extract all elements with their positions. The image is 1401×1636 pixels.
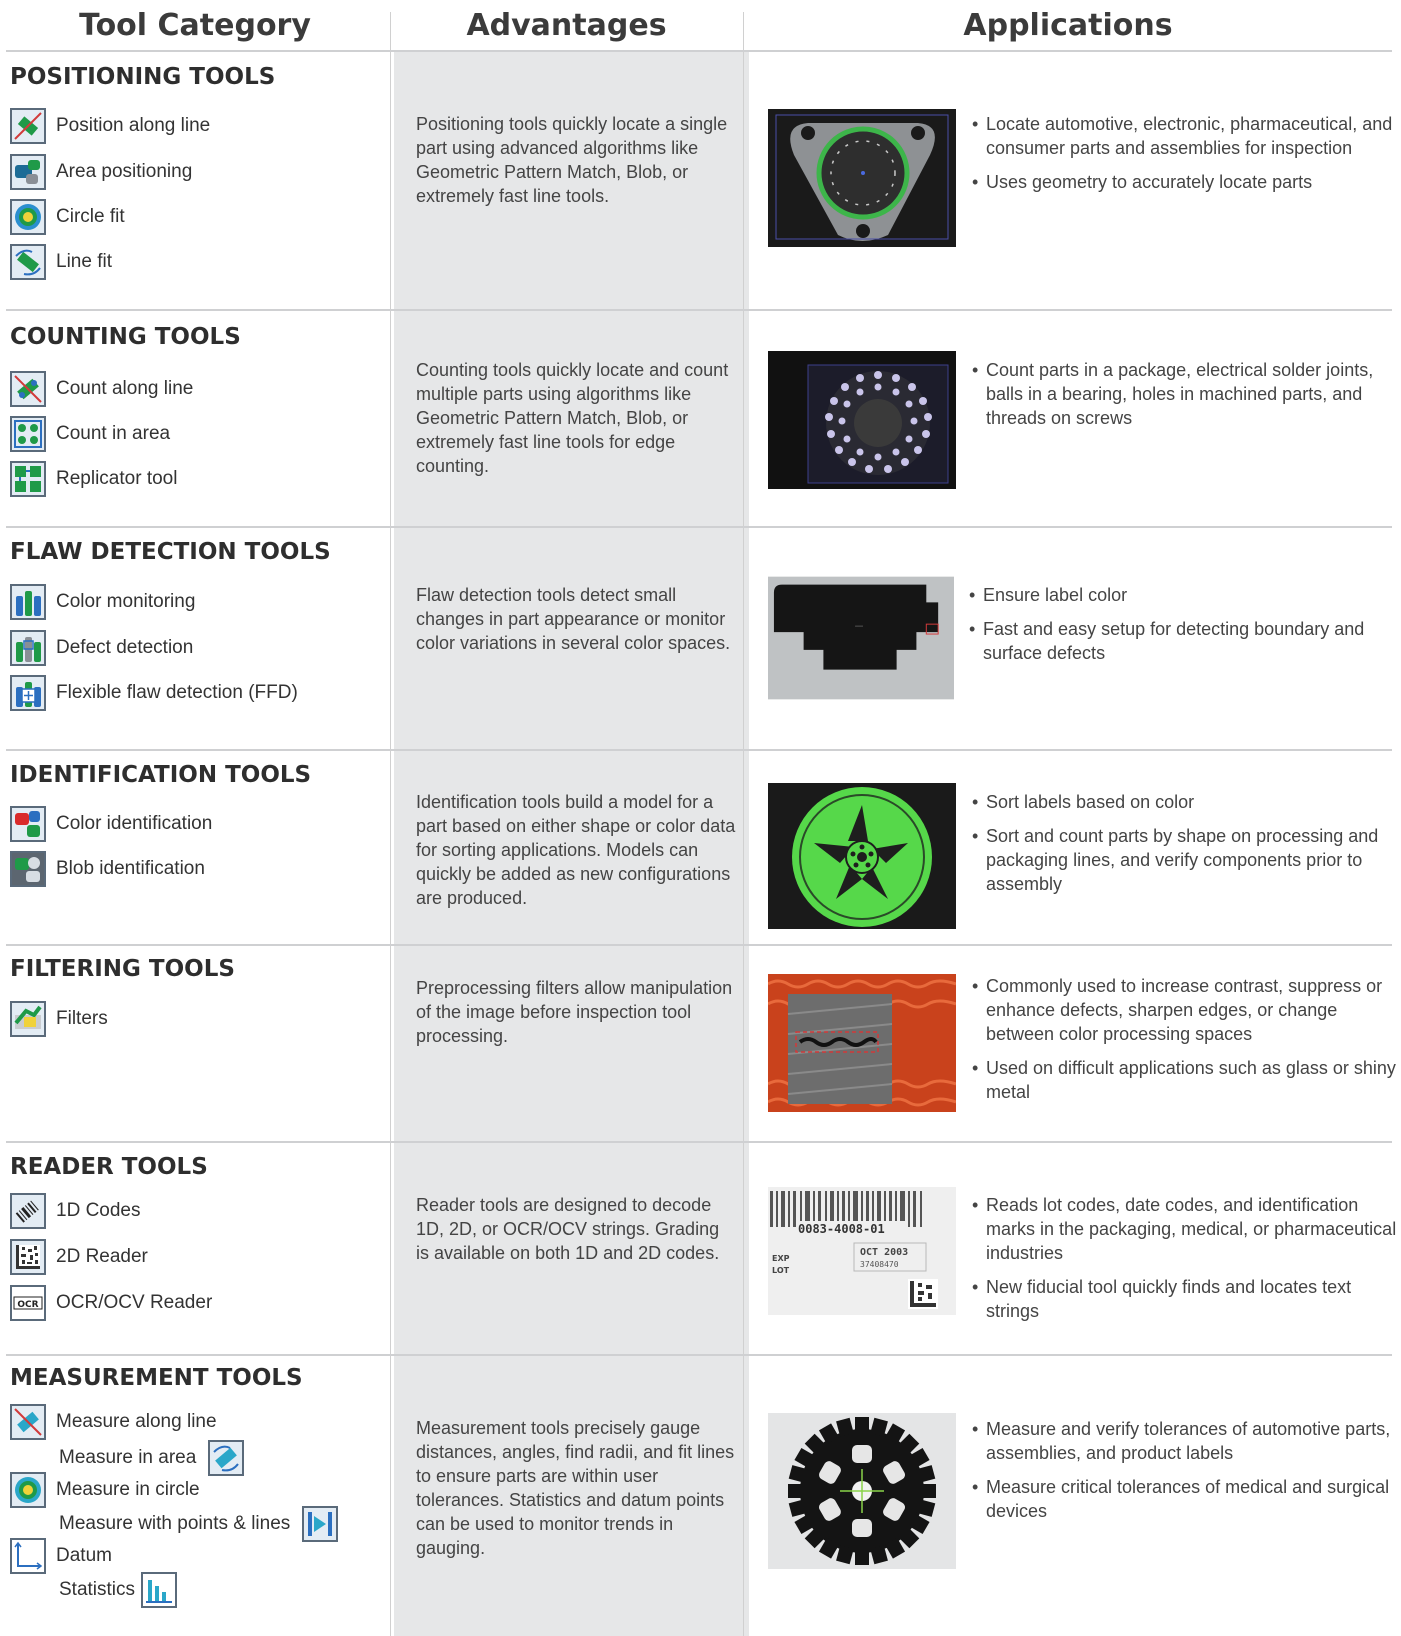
tool-label: Replicator tool [56, 468, 178, 489]
measure-points-lines-icon [302, 1506, 338, 1542]
tool-item [10, 674, 298, 712]
count-in-area-icon [10, 416, 46, 452]
advantage-text: Positioning tools quickly locate a single part using advanced algorithms like Geometric Pattern Match, Blob, or extremely fast line tools. [416, 114, 728, 206]
tool-item [10, 153, 192, 191]
row-positioning-tools [0, 52, 1401, 309]
ocr-icon-text: OCR [17, 1300, 39, 1310]
tool-label: Area positioning [56, 161, 193, 182]
application-item: • Reads lot codes, date codes, and identification marks in the packaging, medical, or pharmaceutical industries [972, 1193, 1397, 1265]
category-title: FLAW DETECTION TOOLS [10, 539, 331, 565]
tool-label: Color monitoring [56, 591, 196, 612]
area-positioning-icon [10, 154, 46, 190]
tool-label: Defect detection [56, 637, 194, 658]
tool-item [10, 1192, 141, 1230]
thumb-exp-text: EXP [772, 1254, 790, 1263]
application-item: • Locate automotive, electronic, pharmaceutical, and consumer parts and assemblies for inspection [972, 112, 1397, 160]
blob-identification-icon [10, 851, 46, 887]
advantage-text: Counting tools quickly locate and count multiple parts using algorithms like Geometric Pattern Match, Blob, or extremely fast line tools for edge counting. [416, 360, 729, 476]
position-along-line-icon [10, 108, 46, 144]
application-item: • Measure and verify tolerances of automotive parts, assemblies, and product labels [972, 1417, 1397, 1465]
tool-item [10, 629, 193, 667]
ocr-icon [10, 1285, 46, 1321]
tool-label: Filters [56, 1008, 108, 1029]
row-filtering-tools [0, 946, 1401, 1141]
header-advantages: Advantages [466, 8, 667, 43]
tool-item [10, 198, 125, 236]
row-counting-tools [0, 311, 1401, 526]
tool-label: Blob identification [56, 858, 205, 879]
thumb-lot-text: LOT [772, 1266, 790, 1275]
tool-label: Line fit [56, 251, 112, 272]
tool-item [10, 1403, 217, 1441]
line-fit-icon [10, 244, 46, 280]
tool-label: Color identification [56, 813, 213, 834]
barcode-icon [10, 1193, 46, 1229]
counting-example-image [768, 351, 956, 489]
category-title: POSITIONING TOOLS [10, 64, 276, 90]
applications-list [972, 358, 1397, 440]
applications-list [972, 790, 1397, 906]
tool-label: Measure in circle [56, 1479, 200, 1500]
row-flaw-detection-tools [0, 528, 1401, 749]
tool-item [10, 850, 205, 888]
tool-label: 2D Reader [56, 1246, 148, 1267]
tool-label: Flexible flaw detection (FFD) [56, 682, 298, 703]
application-item: • Count parts in a package, electrical solder joints, balls in a bearing, holes in machined parts, and threads on screws [972, 358, 1397, 430]
bearing-balls-photo [768, 351, 956, 489]
header-applications: Applications [963, 8, 1173, 43]
application-item: • Measure critical tolerances of medical and surgical devices [972, 1475, 1397, 1523]
thumb-number-text: 37408470 [860, 1260, 899, 1269]
tool-label: Count along line [56, 378, 194, 399]
black-part-photo [768, 576, 954, 700]
tool-label: 1D Codes [56, 1200, 141, 1221]
tool-item [10, 107, 210, 145]
advantage-text: Measurement tools precisely gauge distances, angles, find radii, and fit lines to ensure parts are within user tolerances. Statistics and datum points can be used to monitor trends in gauging. [416, 1418, 735, 1558]
statistics-icon [141, 1572, 177, 1608]
measure-in-circle-icon [10, 1472, 46, 1508]
identification-example-image [768, 783, 956, 929]
reader-example-image [768, 1187, 956, 1315]
header-tool-category: Tool Category [79, 8, 311, 43]
color-identification-icon [10, 806, 46, 842]
applications-list [969, 583, 1394, 675]
category-title: READER TOOLS [10, 1154, 208, 1180]
datum-icon [10, 1538, 46, 1574]
tool-item [10, 370, 193, 408]
replicator-tool-icon [10, 461, 46, 497]
row-reader-tools [0, 1143, 1401, 1354]
color-monitoring-icon [10, 584, 46, 620]
row-measurement-tools [0, 1356, 1401, 1636]
positioning-example-image [768, 109, 956, 247]
application-item: • Fast and easy setup for detecting boundary and surface defects [969, 617, 1394, 665]
gear-photo [768, 1413, 956, 1569]
tool-label: Measure with points & lines [59, 1513, 291, 1534]
tool-label: Count in area [56, 423, 171, 444]
application-item: • Sort labels based on color [972, 790, 1397, 814]
tool-item [10, 460, 177, 498]
measure-along-line-icon [10, 1404, 46, 1440]
filtering-example-image [768, 974, 956, 1112]
tool-item [10, 1284, 212, 1322]
tool-item [10, 583, 195, 621]
applications-list [972, 974, 1397, 1114]
measure-in-area-icon [208, 1440, 244, 1476]
tool-label: Measure along line [56, 1411, 217, 1432]
flaw-detection-example-image [768, 576, 954, 700]
advantage-text: Reader tools are designed to decode 1D, 2D, or OCR/OCV strings. Grading is available on both 1D and 2D codes. [416, 1195, 720, 1263]
tool-label: Measure in area [59, 1447, 197, 1468]
tool-item [59, 1571, 177, 1609]
application-item: • Uses geometry to accurately locate parts [972, 170, 1397, 194]
tool-item [10, 1537, 112, 1575]
tool-label: Position along line [56, 115, 211, 136]
application-item: • Sort and count parts by shape on processing and packaging lines, and verify components prior to assembly [972, 824, 1397, 896]
tool-label: OCR/OCV Reader [56, 1292, 213, 1313]
defect-detection-icon [10, 630, 46, 666]
thumb-date-text: OCT 2003 [860, 1247, 909, 1258]
advantage-text: Preprocessing filters allow manipulation of the image before inspection tool processing. [416, 978, 733, 1046]
applications-list [972, 112, 1397, 204]
application-item: • Ensure label color [969, 583, 1394, 607]
application-item: • New fiducial tool quickly finds and locates text strings [972, 1275, 1397, 1323]
tool-item [10, 805, 212, 843]
advantage-text: Flaw detection tools detect small changes in part appearance or monitor color variations in several color spaces. [416, 585, 731, 653]
applications-list [972, 1193, 1397, 1333]
tool-label: Statistics [59, 1579, 136, 1600]
thumb-code-text: 0083-4008-01 [798, 1222, 885, 1236]
circle-fit-icon [10, 199, 46, 235]
tool-item [10, 415, 170, 453]
tool-item [10, 1238, 148, 1276]
tool-item [10, 1471, 200, 1509]
row-identification-tools [0, 751, 1401, 944]
filters-icon [10, 1001, 46, 1037]
tool-item [10, 1000, 108, 1038]
mechanical-part-photo [768, 109, 956, 247]
category-title: IDENTIFICATION TOOLS [10, 762, 312, 788]
advantage-text: Identification tools build a model for a part based on either shape or color data for sorting applications. Models can quickly be added as new configurations are produced. [416, 792, 736, 908]
category-title: MEASUREMENT TOOLS [10, 1365, 303, 1391]
wheel-photo [768, 783, 956, 929]
tool-item [10, 243, 112, 281]
label-codes-photo [768, 1187, 956, 1315]
category-title: FILTERING TOOLS [10, 956, 235, 982]
count-along-line-icon [10, 371, 46, 407]
application-item: • Used on difficult applications such as glass or shiny metal [972, 1056, 1397, 1104]
2d-code-icon [10, 1239, 46, 1275]
measurement-example-image [768, 1413, 956, 1569]
category-title: COUNTING TOOLS [10, 324, 241, 350]
application-item: • Commonly used to increase contrast, suppress or enhance defects, sharpen edges, or change between color processing spaces [972, 974, 1397, 1046]
applications-list [972, 1417, 1397, 1533]
textured-tube-photo [768, 974, 956, 1112]
tool-label: Circle fit [56, 206, 125, 227]
tool-label: Datum [56, 1545, 112, 1566]
flexible-flaw-detection-icon [10, 675, 46, 711]
